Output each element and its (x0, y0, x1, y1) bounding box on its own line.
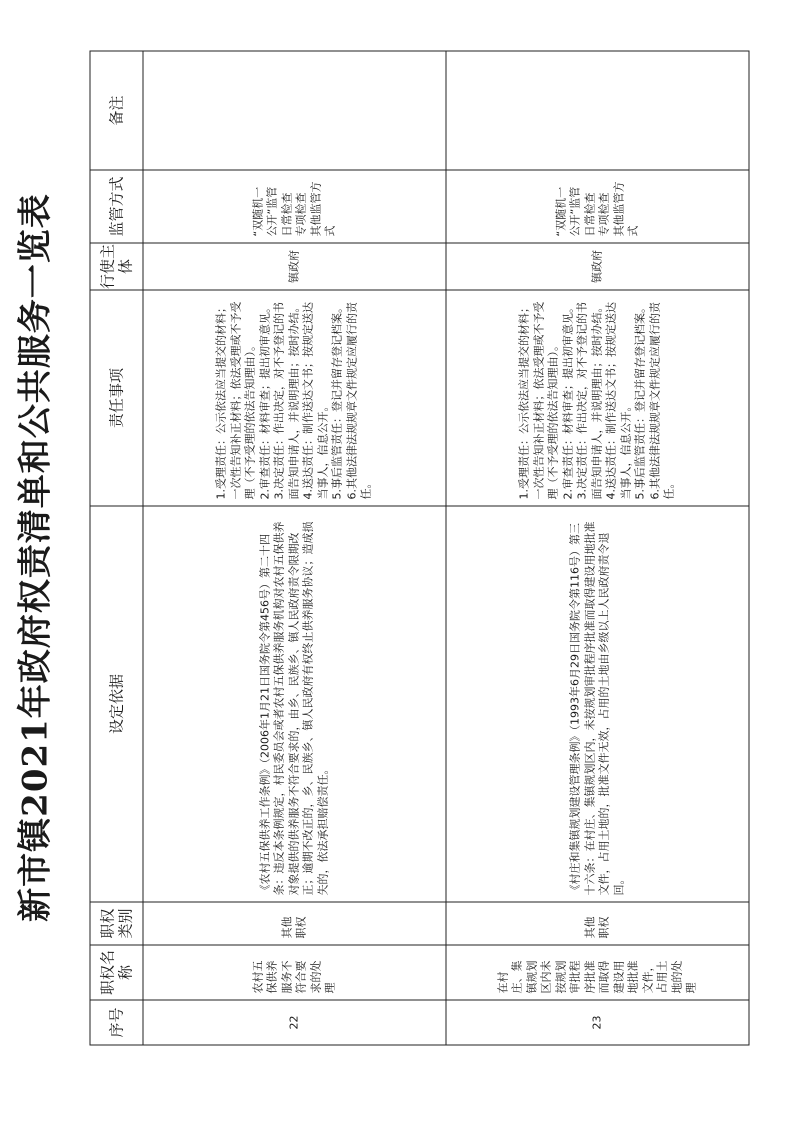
row-note (143, 51, 446, 170)
mode-item: 其他监管方式 (309, 181, 337, 237)
responsibility-item: 6.其他法律法规规章文件规定应履行的责任。 (648, 302, 676, 500)
row-basis: 《村庄和集镇规划建设管理条例》（1993年6月29日国务院令第116号）第三十六条：在村庄、集镇规划区内，未按规划审批程序批准而取得建设用地批准文件，占用土地的，批准文件无效，占用的土地由乡级以上人民政府责令退回。 (446, 506, 749, 902)
table-row (143, 51, 446, 1045)
responsibility-item: 3.决定责任：作出决定，对不予登记的书面告知申请人，并说明理由；按时办结。 (575, 301, 604, 500)
row-responsibility (446, 290, 749, 506)
mode-item: 日常检查 (583, 192, 596, 237)
header-note: 备注 (90, 51, 143, 170)
document-title: 新市镇2021年政府权责清单和公共服务一览表 (15, 193, 56, 922)
row-type: 其他职权 (143, 902, 446, 945)
responsibility-item: 2.审查责任：材料审查；提出初审意见。 (258, 302, 272, 500)
row-type: 其他职权 (446, 902, 749, 945)
mode-item: “双随机一公开”监管 (251, 186, 279, 237)
header-type: 职权类别 (90, 902, 143, 945)
row-no: 22 (143, 1000, 446, 1045)
mode-item: 专项检查 (294, 192, 308, 237)
row-mode (446, 170, 749, 243)
responsibility-item: 1.受理责任：公示依法应当提交的材料；一次性告知补正材料；依法受理或不予受理（不予受理的依法告知理由）。 (214, 301, 257, 500)
header-responsibility: 责任事项 (90, 290, 143, 506)
responsibility-item: 4.送达责任：制作送达文书；按规定送达当事人，信息公开。 (301, 302, 330, 500)
power-list-table (90, 51, 750, 1046)
header-name: 职权名称 (90, 945, 143, 1000)
row-note (446, 51, 749, 170)
header-no: 序号 (90, 1000, 143, 1045)
responsibility-item: 1.受理责任：公示依法应当提交的材料；一次性告知补正材料；依法受理或不予受理（不予受理的依法告知理由）。 (517, 301, 560, 500)
responsibility-item: 6.其他法律法规规章文件规定应履行的责任。 (345, 302, 373, 500)
row-no: 23 (446, 1000, 749, 1045)
table-row (446, 51, 749, 1045)
responsibility-item: 4.送达责任：制作送达文书；按规定送达当事人，信息公开。 (604, 302, 633, 500)
mode-item: 日常检查 (280, 192, 293, 237)
responsibility-item: 5.事后监管责任：登记并留存登记档案。 (633, 302, 647, 500)
header-basis: 设定依据 (90, 506, 143, 902)
mode-item: 专项检查 (597, 192, 611, 237)
header-body: 行使主体 (90, 243, 143, 290)
header-mode: 监管方式 (90, 170, 143, 243)
row-name: 农村五保供养服务不符合要求的处理 (143, 945, 446, 1000)
mode-item: 其他监管方式 (612, 181, 640, 237)
responsibility-item: 3.决定责任：作出决定，对不予登记的书面告知申请人，并说明理由；按时办结。 (272, 301, 301, 500)
mode-item: “双随机一公开”监管 (554, 186, 582, 237)
table-header-row (90, 51, 143, 1045)
responsibility-item: 2.审查责任：材料审查；提出初审意见。 (561, 302, 575, 500)
row-body: 镇政府 (446, 243, 749, 290)
row-basis: 《农村五保供养工作条例》（2006年1月21日国务院令第456号）第二十四条：违反本条例规定，村民委员会或者农村五保供养服务机构对农村五保供养对象提供的供养服务不符合要求的，由乡、民族乡、镇人民政府责令限期改正；逾期不改正的，乡、民族乡、镇人民政府有权终止供养服务协议；造成损失的，依法承担赔偿责任。 (143, 506, 446, 902)
row-responsibility (143, 290, 446, 506)
rotated-document (0, 1, 793, 1123)
row-mode (143, 170, 446, 243)
responsibility-item: 5.事后监管责任：登记并留存登记档案。 (330, 302, 344, 500)
row-body: 镇政府 (143, 243, 446, 290)
row-name: 在村庄、集镇规划区内未按规划审批程序批准而取得建设用地批准文件，占用土地的处理 (446, 945, 749, 1000)
